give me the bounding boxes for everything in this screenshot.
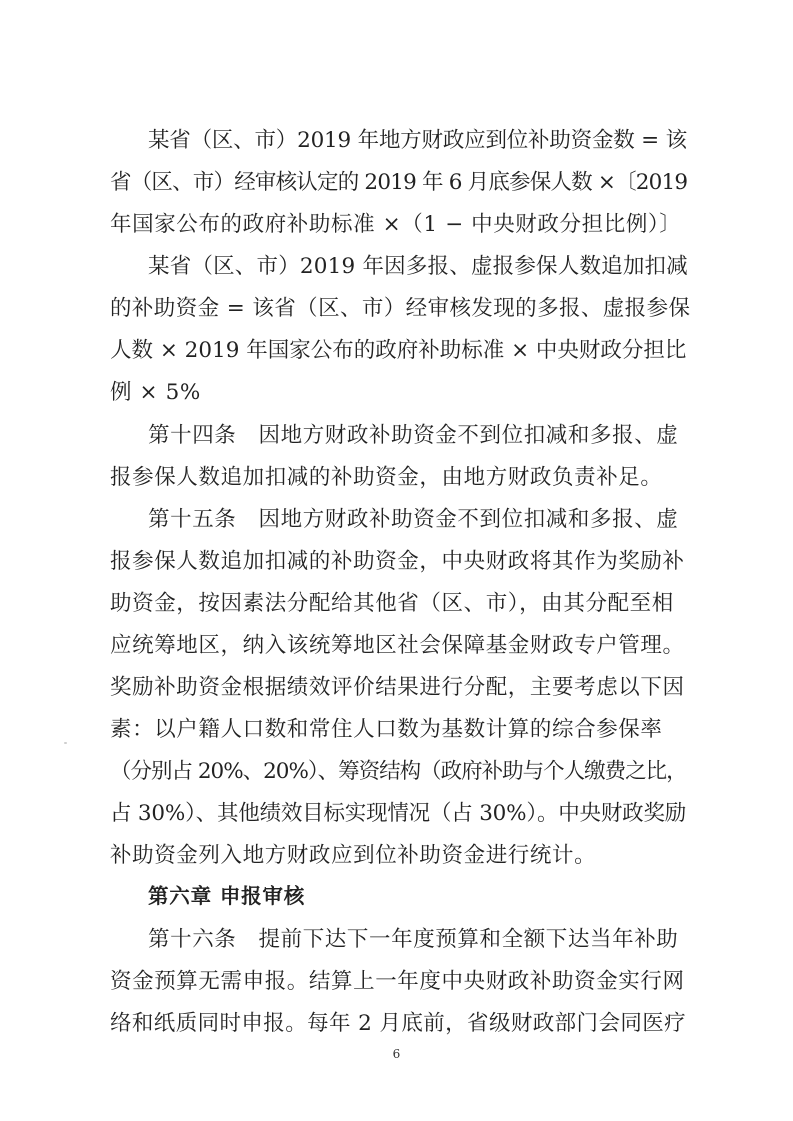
formula-line-2: 省（区、市）经审核认定的 2019 年 6 月底参保人数 ×〔2019	[110, 170, 688, 195]
article-15-line-7: （分别占 20%、20%）、筹资结构（政府补助与个人缴费之比，	[110, 759, 687, 784]
article-15-line-4: 应统筹地区，纳入该统筹地区社会保障基金财政专户管理。	[110, 633, 685, 658]
scan-speck	[64, 742, 67, 744]
page-number: 6	[392, 1047, 401, 1061]
article-15-line-2: 报参保人数追加扣减的补助资金，中央财政将其作为奖励补	[110, 549, 685, 574]
article-15-line-9: 补助资金列入地方财政应到位补助资金进行统计。	[110, 843, 597, 868]
formula2-line-1: 某省（区、市）2019 年因多报、虚报参保人数追加扣减	[148, 254, 688, 279]
article-16-line-1: 第十六条 提前下达下一年度预算和全额下达当年补助	[148, 927, 679, 952]
article-15-line-6: 素：以户籍人口数和常住人口数为基数计算的综合参保率	[110, 717, 663, 742]
formula2-line-3: 人数 × 2019 年国家公布的政府补助标准 × 中央财政分担比	[110, 338, 687, 363]
formula2-line-2: 的补助资金 = 该省（区、市）经审核发现的多报、虚报参保	[110, 296, 691, 321]
article-15-line-1: 第十五条 因地方财政补助资金不到位扣减和多报、虚	[148, 507, 679, 532]
article-14-line-2: 报参保人数追加扣减的补助资金，由地方财政负责补足。	[110, 465, 663, 490]
article-16-line-3: 络和纸质同时申报。每年 2 月底前，省级财政部门会同医疗	[110, 1011, 687, 1036]
formula-line-3: 年国家公布的政府补助标准 ×（1 − 中央财政分担比例）〕	[110, 212, 682, 237]
article-16-line-2: 资金预算无需申报。结算上一年度中央财政补助资金实行网	[110, 969, 685, 994]
article-15-line-3: 助资金，按因素法分配给其他省（区、市），由其分配至相	[110, 591, 674, 616]
formula2-line-4: 例 × 5%	[110, 380, 201, 405]
chapter-heading: 第六章 申报审核	[148, 884, 306, 908]
article-15-line-8: 占 30%）、其他绩效目标实现情况（占 30%）。中央财政奖励	[110, 801, 687, 826]
article-14-line-1: 第十四条 因地方财政补助资金不到位扣减和多报、虚	[148, 423, 679, 448]
formula-line-1: 某省（区、市）2019 年地方财政应到位补助资金数 = 该	[148, 128, 687, 153]
article-15-line-5: 奖励补助资金根据绩效评价结果进行分配，主要考虑以下因	[110, 675, 685, 700]
